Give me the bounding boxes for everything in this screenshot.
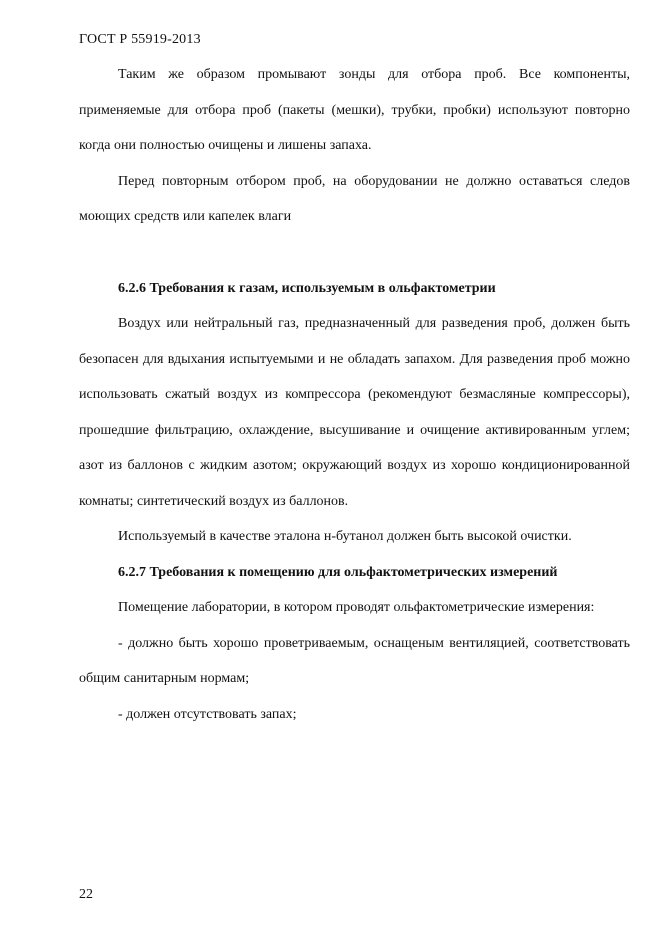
paragraph-dilution-gas: Воздух или нейтральный газ, предназначенный для разведения проб, должен быть безопасен для вдыхания испытуемыми и не обладать запахом. Для разведения проб можно использовать сжатый воздух из компрессора (рекомендуют безмасляные компрессоры), прошедшие фильтрацию, охлаждение, высушивание и очищение активированным углем; азот из баллонов с жидким азотом; окружающий воздух из хорошо кондиционированной комнаты; синтетический воздух из баллонов. bbox=[79, 316, 630, 509]
paragraph-repeat-sampling: Перед повторным отбором проб, на оборудовании не должно оставаться следов моющих средств или капелек влаги bbox=[79, 173, 630, 224]
page-number: 22 bbox=[79, 887, 93, 902]
paragraph-probe-washing: Таким же образом промывают зонды для отбора проб. Все компоненты, применяемые для отбора проб (пакеты (мешки), трубки, пробки) используют повторно когда они полностью очищены и лишены запаха. bbox=[79, 67, 630, 153]
list-item-ventilation: - должно быть хорошо проветриваемым, оснащеным вентиляцией, соответствовать общим санитарным нормам; bbox=[79, 635, 630, 686]
section-heading-6-2-6: 6.2.6 Требования к газам, используемым в ольфактометрии bbox=[118, 280, 496, 296]
page-body bbox=[79, 57, 630, 732]
document-header: ГОСТ Р 55919-2013 bbox=[79, 32, 201, 47]
paragraph-n-butanol: Используемый в качестве эталона н-бутанол должен быть высокой очистки. bbox=[118, 529, 572, 544]
section-heading-6-2-7: 6.2.7 Требования к помещению для ольфактометрических измерений bbox=[118, 564, 558, 580]
list-item-no-odor: - должен отсутствовать запах; bbox=[118, 706, 297, 722]
paragraph-lab-room: Помещение лаборатории, в котором проводят ольфактометрические измерения: bbox=[118, 600, 595, 615]
